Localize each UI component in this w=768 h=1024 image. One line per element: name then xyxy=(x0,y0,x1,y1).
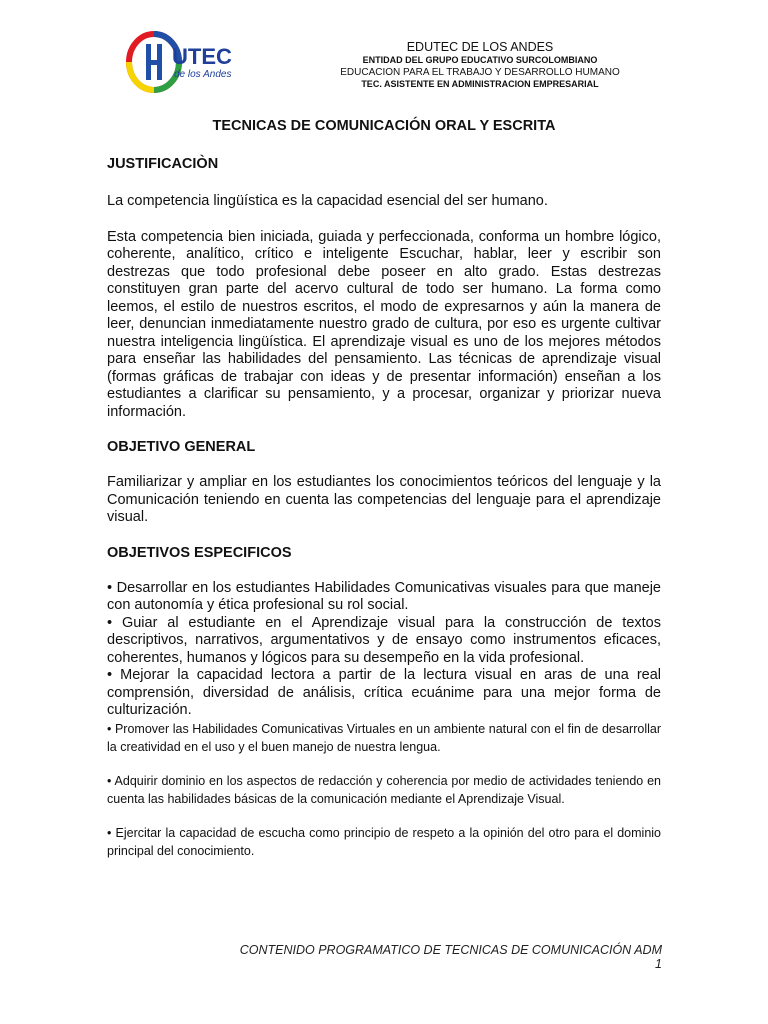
objetivo-especifico-2: • Guiar al estudiante en el Aprendizaje visual para la construcción de textos descriptivos, narrativos, argumentativos y de ensayo como instrumentos eficaces, coherentes, humanos y lógicos para su desempeño en la vida profesional. xyxy=(107,614,661,666)
header-line4: TEC. ASISTENTE EN ADMINISTRACION EMPRESARIAL xyxy=(361,79,599,89)
heading-justificacion: JUSTIFICACIÒN xyxy=(107,156,219,172)
objetivo-especifico-4: • Promover las Habilidades Comunicativas Virtuales en un ambiente natural con el fin de desarrollar la creatividad en el uso y el buen manejo de nuestra lengua. xyxy=(107,721,661,754)
document-header xyxy=(330,39,630,90)
justificacion-paragraph-2: Esta competencia bien iniciada, guiada y perfeccionada, conforma un hombre lógico, coherente, analítico, crítico e inteligente Escuchar, hablar, leer y escribir son destrezas que todo profesional debe poseer en alto grado. Estas destrezas constituyen gran parte del acervo cultural de todo ser humano. La forma como leemos, el estilo de nuestros escritos, el modo de expresarnos y aún la manera de leer, denuncian inmediatamente nuestro grado de cultura, por eso es urgente cultivar nuestra inteligencia lingüística. El aprendizaje visual es uno de los mejores métodos para enseñar las habilidades del pensamiento. Las técnicas de aprendizaje visual (formas gráficas de trabajar con ideas y de presentar información) enseñan a los estudiantes a clarificar su pensamiento, y a procesar, organizar y priorizar nueva información. xyxy=(107,228,661,420)
objetivo-especifico-1: • Desarrollar en los estudiantes Habilidades Comunicativas visuales para que maneje con autonomía y ética profesional su rol social. xyxy=(107,579,661,613)
edutec-logo xyxy=(124,30,248,94)
heading-objetivo-general: OBJETIVO GENERAL xyxy=(107,439,256,455)
page-footer xyxy=(230,943,662,971)
document-title: TECNICAS DE COMUNICACIÓN ORAL Y ESCRITA xyxy=(212,118,556,134)
heading-objetivos-especificos: OBJETIVOS ESPECIFICOS xyxy=(107,544,292,561)
header-line3: EDUCACION PARA EL TRABAJO Y DESARROLLO HUMANO xyxy=(340,67,620,78)
objetivo-especifico-3: • Mejorar la capacidad lectora a partir de la lectura visual en aras de una real comprensión, diversidad de análisis, crítica ecuánime para una mejor forma de culturización. xyxy=(107,667,661,718)
objetivo-especifico-5: • Adquirir dominio en los aspectos de redacción y coherencia por medio de actividades teniendo en cuenta las habilidades básicas de la comunicación mediante el Aprendizaje Visual. xyxy=(107,773,661,806)
objetivo-especifico-6: • Ejercitar la capacidad de escucha como principio de respeto a la opinión del otro para el dominio principal del conocimiento. xyxy=(107,825,661,858)
logo-text-main: UTEC xyxy=(172,44,232,69)
document-body xyxy=(107,118,661,861)
justificacion-paragraph-1: La competencia lingüística es la capacidad esencial del ser humano. xyxy=(107,193,548,209)
objetivo-general-paragraph: Familiarizar y ampliar en los estudiantes los conocimientos teóricos del lenguaje y la Comunicación teniendo en cuenta las competencias del lenguaje para el aprendizaje visual. xyxy=(107,474,661,525)
header-org: EDUTEC DE LOS ANDES xyxy=(406,40,554,54)
header-line2: ENTIDAD DEL GRUPO EDUCATIVO SURCOLOMBIANO xyxy=(362,55,598,65)
page-number: 1 xyxy=(655,957,662,971)
logo-text-sub: de los Andes xyxy=(174,69,232,80)
footer-text: CONTENIDO PROGRAMATICO DE TECNICAS DE COMUNICACIÓN ADM xyxy=(239,943,662,957)
